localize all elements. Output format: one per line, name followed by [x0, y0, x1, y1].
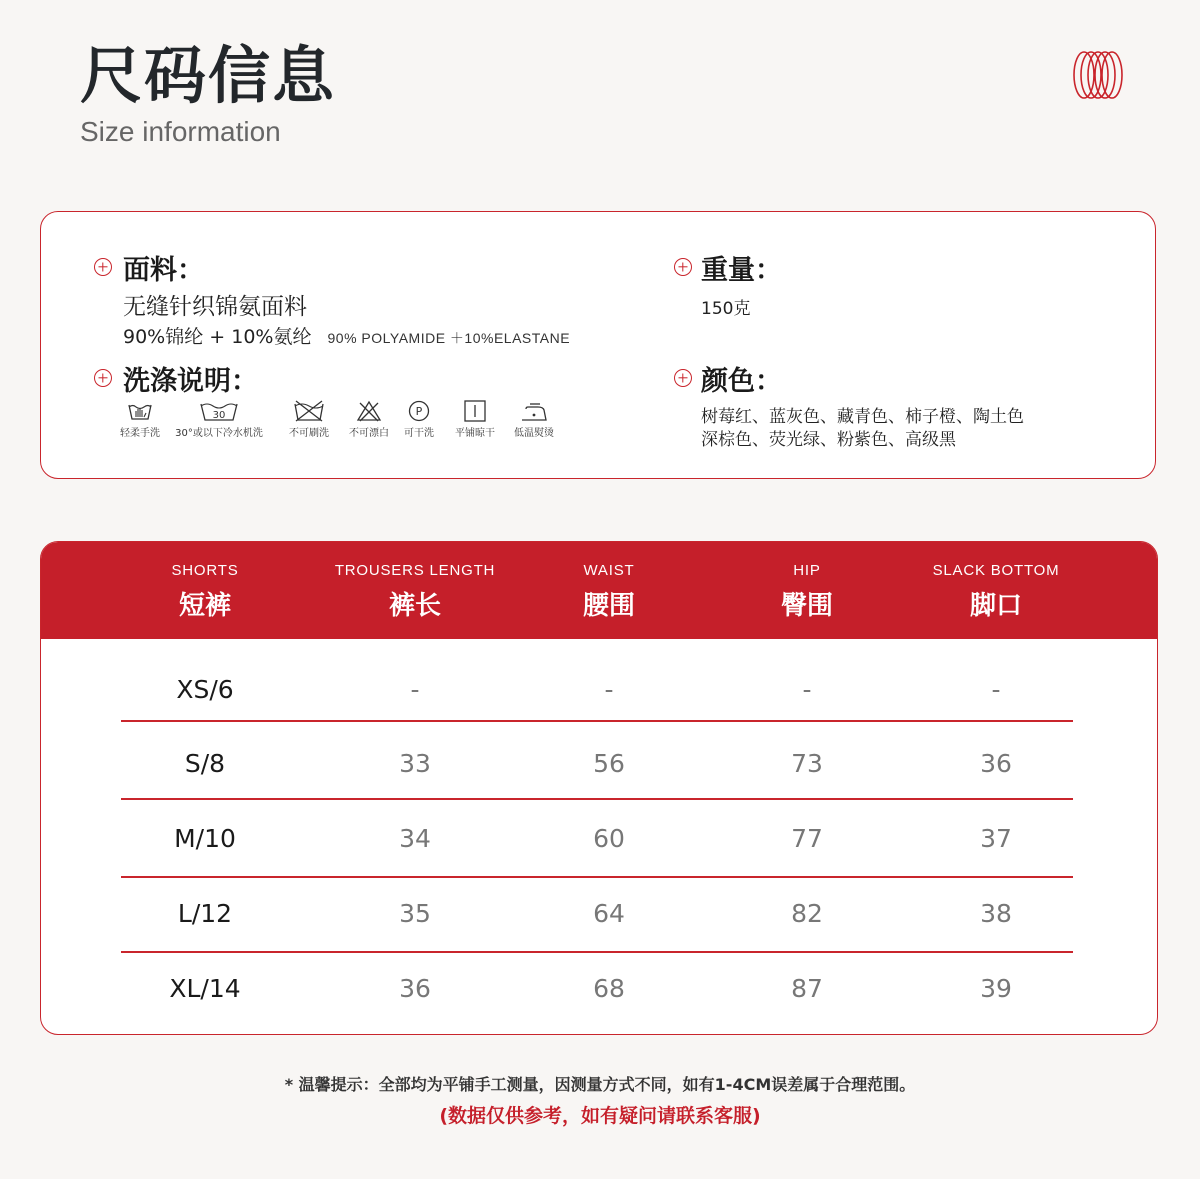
care-dry-clean: P 可干洗 — [399, 400, 439, 439]
machine-wash-30-icon — [199, 400, 239, 422]
product-info-card — [40, 211, 1156, 479]
column-header-hip: HIP 臀围 — [780, 562, 833, 621]
row-divider — [121, 720, 1073, 722]
measurement-note: * 温馨提示：全部均为平铺手工测量，因测量方式不同，如有1-4CM误差属于合理范围。 — [284, 1075, 916, 1094]
plus-circle-icon — [674, 258, 692, 276]
table-row: L/12 35 64 82 38 — [177, 899, 1012, 928]
washing-label: 洗涤说明： — [123, 366, 258, 397]
dry-flat-icon — [463, 400, 487, 422]
size-table-header — [41, 542, 1157, 639]
care-machine-wash: 30 30°或以下冷水机洗 — [169, 400, 269, 439]
care-no-tumble: 不可刷洗 — [283, 400, 335, 439]
table-row: M/10 34 60 77 37 — [174, 824, 1012, 853]
weight-value: 150克 — [701, 299, 751, 319]
care-icons-row — [119, 400, 599, 450]
colors-label: 颜色： — [701, 366, 782, 397]
plus-circle-icon — [94, 258, 112, 276]
care-hand-wash: 轻柔手洗 — [115, 400, 165, 439]
svg-text:30: 30 — [212, 410, 226, 421]
care-low-iron: 低温熨烫 — [505, 400, 563, 439]
fabric-label: 面料： — [123, 255, 204, 286]
fabric-name: 无缝针织锦氨面料 — [123, 294, 307, 320]
fabric-composition-en: 90% POLYAMIDE ＋10%ELASTANE — [327, 330, 571, 346]
plus-circle-icon — [674, 369, 692, 387]
table-row: XL/14 36 68 87 39 — [169, 974, 1012, 1003]
hand-wash-icon — [127, 400, 153, 422]
svg-text:P: P — [415, 405, 423, 418]
reference-note: (数据仅供参考，如有疑问请联系客服) — [439, 1105, 761, 1127]
no-tumble-dry-icon — [292, 400, 326, 422]
page-title: 尺码信息 — [80, 39, 337, 112]
low-iron-icon — [520, 400, 548, 422]
care-no-bleach: 不可漂白 — [343, 400, 395, 439]
page-subtitle: Size information — [80, 116, 281, 147]
red-rings-icon — [1070, 50, 1126, 100]
table-row: XS/6 - - - - — [176, 675, 1001, 704]
size-table — [40, 541, 1158, 1035]
column-header-shorts: SHORTS 短裤 — [171, 562, 239, 621]
dry-clean-p-icon — [407, 400, 431, 422]
care-dry-flat: 平铺晾干 — [445, 400, 505, 439]
table-row: S/8 33 56 73 36 — [184, 749, 1012, 778]
colors-list-line2: 深棕色、荧光绿、粉紫色、高级黑 — [701, 430, 956, 450]
fabric-composition-zh: 90%锦纶 + 10%氨纶 — [123, 326, 312, 348]
column-header-slack-bottom: SLACK BOTTOM 脚口 — [932, 562, 1060, 621]
no-bleach-icon — [356, 400, 382, 422]
fabric-composition — [123, 322, 570, 349]
colors-list-line1: 树莓红、蓝灰色、藏青色、柿子橙、陶土色 — [701, 407, 1024, 427]
column-header-waist: WAIST 腰围 — [582, 562, 635, 621]
row-divider — [121, 798, 1073, 800]
weight-label: 重量： — [701, 255, 782, 286]
plus-circle-icon — [94, 369, 112, 387]
column-header-trousers-length: TROUSERS LENGTH 裤长 — [334, 562, 496, 621]
